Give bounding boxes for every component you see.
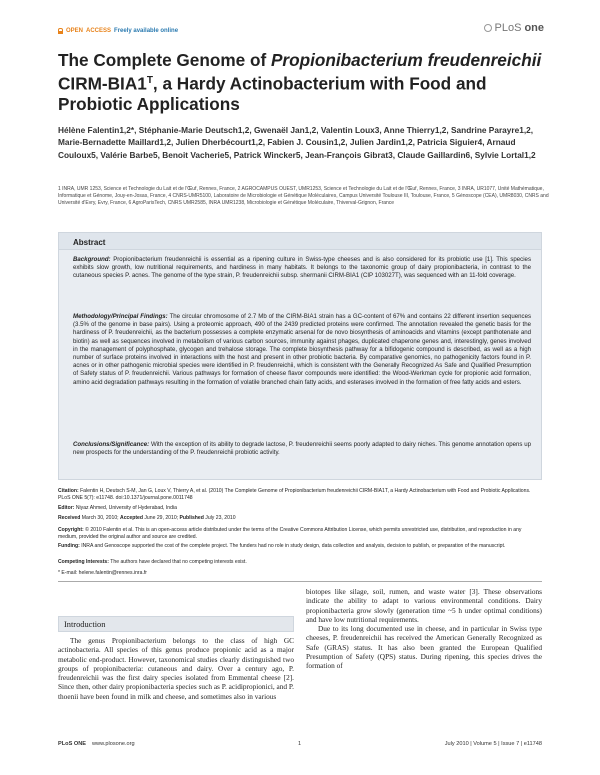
- oa-free-label: Freely available online: [114, 28, 179, 34]
- article-title: The Complete Genome of Propionibacterium freudenreichii CIRM-$BIA1^T$, a Hardy Actinobacterium with Food and Probiotic Applications: [58, 50, 542, 114]
- footer-url[interactable]: www.plosone.org: [91, 741, 135, 747]
- citation: Citation: Falentin H, Deutsch S-M, Jan G, Loux V, Thierry A, et al. (2010) The Complete Genome of Propionibacterium freudenreichii CIRM-BIA1T, a Hardy Actinobacterium with Food and Probiotic Applications. PLoS ONE 5(7): e11748. doi:10.1371/journal.pone.0011748: [58, 488, 531, 501]
- abstract-conclusions: Conclusions/Significance: With the exception of its ability to degrade lactose, P. freudenreichii seems poorly adapted to dairy niches. This genome annotation opens up new prospects for the understanding of the P. freudenreichii probiotic activity.: [73, 441, 531, 457]
- logo-plos-text: PLoS: [494, 22, 522, 34]
- intro-paragraph-2: Due to its long documented use in cheese, and in particular in Swiss type cheeses, P. freudenreichii has received the American Generally Recognized as Safe (GRAS) status. It has also been granted the European Qualified Presumption of Safety (QPS) status. During ripening, this species drives the formation of: [306, 624, 542, 671]
- abstract-header-bar: [59, 233, 541, 250]
- open-access-badge: [58, 28, 178, 34]
- oa-access-label: ACCESS: [86, 28, 112, 34]
- open-access-lock-icon: [58, 28, 63, 34]
- affiliations: 1 INRA, UMR 1253, Science et Technologie du Lait et de l'Œuf, Rennes, France, 2 AGROCAMPUS OUEST, UMR1253, Science et Technologie du Lait et de l'Œuf, Rennes, France, 3 INRA, UR1077, Unité Mathématique, Informatique et Génome, Jouy-en-Josas, France, 4 CNRS-UMR5100, Laboratoire de Microbiologie et Génétique Moléculaires, Campus Université Toulouse III, Toulouse, France, 5 Génoscope (CEA), UMR8030, CNRS and Université d'Evry, Evry, France, 6 AgroParisTech, CNRS UMR2585, INRA UMR1238, Microbiologie et Génétique Moléculaire, Thiverval-Grignon, France: [58, 186, 549, 207]
- meta-divider: [58, 581, 542, 582]
- corresponding-email[interactable]: * E-mail: helene.falentin@rennes.inra.fr: [58, 570, 147, 576]
- body-left-column: [58, 636, 294, 701]
- editor-line: Editor: Niyaz Ahmed, University of Hyderabad, India: [58, 505, 177, 511]
- oa-open-label: OPEN: [66, 28, 84, 34]
- abstract-methods: Methodology/Principal Findings: The circular chromosome of 2.7 Mb of the CIRM-BIA1 strain has a GC-content of 67% and contains 22 different insertion sequences (3.5% of the genome in base pairs). Using a proteomic approach, 490 of the 2439 predicted proteins were confirmed. The annotation revealed the genetic basis for the hardiness of P. freudenreichii, as the bacterium possesses a complete enzymatic arsenal for de novo biosynthesis of aminoacids and vitamins (except panthotenate and biotin) as well as sequences involved in metabolism of various carbon sources, immunity against phages, duplicated chaperone genes and, interestingly, genes involved in the management of polyphosphate, glycogen and trehalose storage. The complete biosynthesis pathway for a bifidogenic compound is described, as well as a high number of surface proteins involved in interactions with the host and present in other probiotic bacteria. By comparative genomics, no pathogenicity factors found in P. acnes or in other pathogenic microbial species were identified in P. freudenreichii, which is consistent with the Generally Recognized As Safe and Qualified Presumption of Safety status of P. freudenreichii. Various pathways for formation of cheese flavor compounds were identified: the Wood-Werkman cycle for propionic acid formation, amino acid degradation pathways resulting in the formation of volatile branched chain fatty acids, and esterases involved in the formation of free fatty acids and esters.: [73, 313, 532, 386]
- funding-statement: Funding: INRA and Genoscope supported the cost of the complete project. The funders had no role in study design, data collection and analysis, decision to publish, or preparation of the manuscript.: [58, 543, 506, 549]
- dates-line: Received March 30, 2010; Accepted June 29, 2010; Published July 23, 2010: [58, 515, 236, 521]
- issue-info: July 2010 | Volume 5 | Issue 7 | e11748: [444, 741, 542, 747]
- page-number: 1: [298, 741, 302, 747]
- logo-one-text: one: [524, 22, 544, 34]
- plos-logo-icon: [484, 24, 492, 32]
- abstract-heading: Abstract: [73, 238, 106, 247]
- intro-paragraph-1-cont: biotopes like silage, soil, rumen, and waste water [3]. These observations indicate the ability to adapt to various environmental conditions. Dairy propionibacteria grow slowly (generation time ~5 h under optimal conditions) and have low nutritional requirements.: [306, 587, 542, 624]
- abstract-background: Background: Propionibacterium freudenreichii is essential as a ripening culture in Swiss-type cheeses and is also considered for its probiotic use [1]. This species exhibits slow growth, low nutritional requirements, and hardiness in many habitats. It belongs to the taxonomic group of dairy propionibacteria, in contrast to the cutaneous species P. acnes. The genome of the type strain, P. freudenreichii subsp. shermanii CIRM-BIA1 (CIP 103027T), was sequenced with an 11-fold coverage.: [73, 256, 531, 280]
- journal-logo: [484, 22, 544, 34]
- copyright-notice: Copyright: © 2010 Falentin et al. This is an open-access article distributed under the terms of the Creative Commons Attribution License, which permits unrestricted use, distribution, and reproduction in any medium, provided the original author and source are credited.: [58, 527, 522, 540]
- body-right-column: [306, 587, 542, 671]
- introduction-heading: Introduction: [64, 620, 106, 629]
- introduction-heading-box: [58, 616, 294, 632]
- author-list: Hélène Falentin1,2*, Stéphanie-Marie Deutsch1,2, Gwenaël Jan1,2, Valentin Loux3, Anne Thierry1,2, Sandrine Parayre1,2, Marie-Bernadette Maillard1,2, Julien Dherbécourt1,2, Fabien J. Cousin1,2, Julien Jardin1,2, Patricia Siguier4, Arnaud Couloux5, Valérie Barbe5, Benoit Vacherie5, Patrick Wincker5, Jean-François Gibrat3, Claude Gaillardin6, Sylvie Lortal1,2: [58, 125, 536, 160]
- footer-journal: PLoS ONE: [58, 741, 86, 747]
- intro-paragraph-1: The genus Propionibacterium belongs to the class of high GC actinobacteria. All species of this genus produce propionic acid as a major metabolic end-product. However, taxonomical studies clearly distinguished two groups of propionibacteria: cutaneous and dairy. Over a century ago, P. freudenreichii was the first dairy species isolated from Emmental cheese [2]. Since then, other dairy propionibacteria species such as P. acidipropionici, and P. thoenii have been found in milk and cheese, and sometimes also in various: [58, 636, 294, 701]
- abstract-box: [58, 232, 542, 480]
- competing-interests: Competing Interests: The authors have declared that no competing interests exist.: [58, 559, 247, 565]
